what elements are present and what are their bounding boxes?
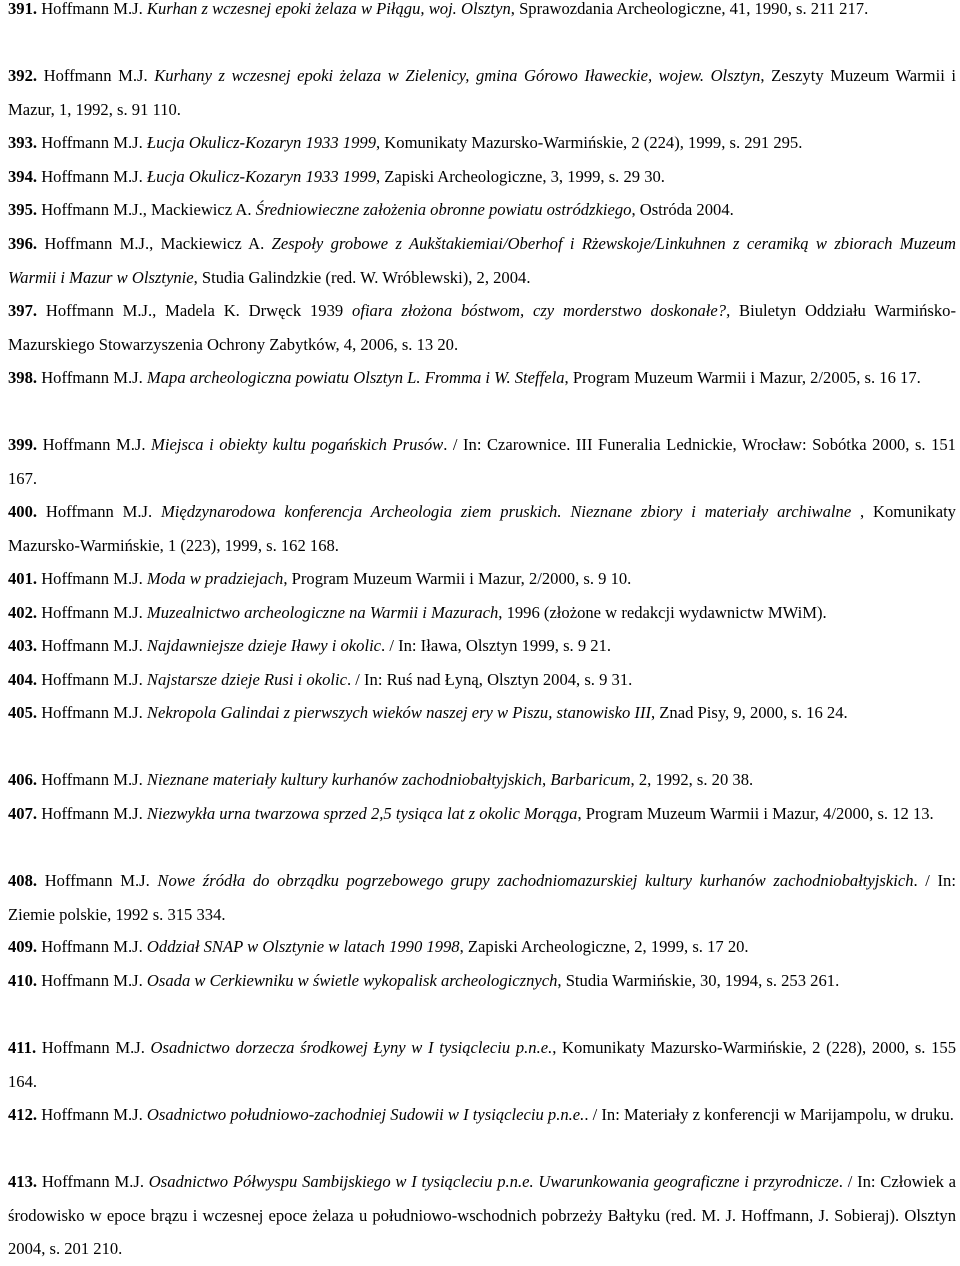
- entry-title: ofiara złożona bóstwom, czy morderstwo doskonałe?: [352, 301, 727, 320]
- entry-number: 392.: [8, 66, 38, 85]
- entry-author: Hoffmann M.J.: [41, 1105, 147, 1124]
- bibliography-entry: [8, 663, 956, 697]
- bibliography-entry: [8, 1165, 956, 1266]
- entry-author: Hoffmann M.J.: [41, 569, 147, 588]
- entry-details: , Biuletyn Oddziału Warmińsko-Mazurskiego Stowarzyszenia Ochrony Zabytków, 4, 2006, s. 13 20.: [8, 301, 956, 354]
- entry-details: . / In: Człowiek a środowisko w epoce brązu i wczesnej epoce żelaza u południowo-wschodnich pobrzeży Bałtyku (red. M. J. Hoffmann, J. Sobieraj). Olsztyn 2004, s. 201 210.: [8, 1172, 957, 1258]
- entry-details: , Znad Pisy, 9, 2000, s. 16 24.: [651, 703, 848, 722]
- bibliography-entry: [8, 763, 956, 797]
- entry-details: , Zeszyty Muzeum Warmii i Mazur, 1, 1992, s. 91 110.: [8, 66, 956, 119]
- entry-title: Zespoły grobowe z Aukštakiemiai/Oberhof i Rżewskoje/Linkuhnen z ceramiką w zbiorach Muzeum Warmii i Mazur w Olsztynie: [8, 234, 957, 287]
- bibliography-entry: [8, 797, 956, 831]
- bibliography-entry: [8, 0, 956, 26]
- entry-number: 402.: [8, 603, 38, 622]
- entry-details: , Studia Galindzkie (red. W. Wróblewski), 2, 2004.: [193, 267, 531, 287]
- entry-details: , 1996 (złożone w redakcji wydawnictw MWiM).: [498, 603, 827, 622]
- bibliography-entry: [8, 629, 956, 663]
- entry-number: 406.: [8, 770, 38, 789]
- entry-details: , Zapiski Archeologiczne, 2, 1999, s. 17 20.: [459, 937, 749, 956]
- entry-author: Hoffmann M.J.: [41, 804, 147, 823]
- entry-number: 395.: [8, 200, 38, 219]
- entry-author: Hoffmann M.J.: [41, 133, 147, 152]
- entry-details: ,: [542, 770, 551, 789]
- entry-number: 398.: [8, 368, 38, 387]
- entry-title: Niezwykła urna twarzowa sprzed 2,5 tysiąca lat z okolic Morąga: [146, 804, 578, 823]
- bibliography-entry: [8, 227, 956, 294]
- entry-number: 408.: [8, 871, 38, 890]
- entry-author: Hoffmann M.J.: [41, 770, 147, 789]
- entry-title: Moda w pradziejach: [146, 569, 284, 588]
- bibliography-entry: [8, 126, 956, 160]
- entry-number: 411.: [8, 1038, 37, 1057]
- entry-number: 394.: [8, 167, 38, 186]
- entry-author: Hoffmann M.J.: [43, 66, 155, 85]
- entry-title: Najstarsze dzieje Rusi i okolic: [146, 670, 347, 689]
- entry-title: Osadnictwo południowo-zachodniej Sudowii w I tysiącleciu p.n.e.: [146, 1105, 585, 1124]
- entry-title: Oddział SNAP w Olsztynie w latach 1990 1998: [146, 937, 460, 956]
- entry-author: Hoffmann M.J.: [41, 1172, 149, 1191]
- bibliography-entry: [8, 428, 956, 495]
- entry-number: 405.: [8, 703, 38, 722]
- entry-number: 403.: [8, 636, 38, 655]
- entry-title: Nowe źródła do obrządku pogrzebowego grupy zachodniomazurskiej kultury kurhanów zachodniobałtyjskich: [157, 871, 914, 890]
- entry-number: 404.: [8, 670, 38, 689]
- bibliography-entry: [8, 59, 956, 126]
- bibliography-entry: [8, 864, 956, 931]
- entry-number: 397.: [8, 301, 38, 320]
- entry-title: Muzealnictwo archeologiczne na Warmii i Mazurach: [146, 603, 499, 622]
- entry-number: 407.: [8, 804, 38, 823]
- entry-title: Mapa archeologiczna powiatu Olsztyn L. Fromma i W. Steffela: [146, 368, 565, 387]
- entry-title: Osadnictwo Półwyspu Sambijskiego w I tysiącleciu p.n.e. Uwarunkowania geograficzne i przyrodnicze: [148, 1172, 839, 1191]
- entry-details: , Komunikaty Mazursko-Warmińskie, 2 (224), 1999, s. 291 295.: [376, 133, 803, 152]
- entry-number: 393.: [8, 133, 38, 152]
- bibliography-entry: [8, 361, 956, 395]
- entry-title: Kurhan z wczesnej epoki żelaza w Piłągu, woj. Olsztyn: [146, 0, 511, 18]
- bibliography-entry: [8, 495, 956, 562]
- entry-number: 391.: [8, 0, 38, 18]
- entry-details: , Program Muzeum Warmii i Mazur, 4/2000, s. 12 13.: [577, 804, 934, 823]
- entry-details: . / In: Iława, Olsztyn 1999, s. 9 21.: [381, 636, 612, 655]
- entry-author: Hoffmann M.J.: [41, 703, 147, 722]
- entry-details: , Sprawozdania Archeologiczne, 41, 1990, s. 211 217.: [510, 0, 869, 18]
- entry-number: 401.: [8, 569, 38, 588]
- entry-details: , Komunikaty Mazursko-Warmińskie, 2 (228), 2000, s. 155 164.: [8, 1038, 957, 1091]
- entry-author: Hoffmann M.J., Mackiewicz A.: [41, 200, 256, 219]
- entry-author: Hoffmann M.J.: [41, 971, 147, 990]
- entry-title: Łucja Okulicz-Kozaryn 1933 1999: [146, 133, 376, 152]
- bibliography-entry: [8, 1031, 956, 1098]
- entry-details: , Ostróda 2004.: [631, 200, 734, 219]
- bibliography-entry: [8, 930, 956, 964]
- entry-author: Hoffmann M.J.: [41, 670, 147, 689]
- entry-author: Hoffmann M.J.: [41, 603, 147, 622]
- bibliography-entry: [8, 294, 956, 361]
- entry-details: , Zapiski Archeologiczne, 3, 1999, s. 29 30.: [376, 167, 665, 186]
- bibliography-entry: [8, 562, 956, 596]
- entry-author: Hoffmann M.J.: [41, 0, 147, 18]
- entry-title: Najdawniejsze dzieje Iławy i okolic: [146, 636, 382, 655]
- entry-number: 400.: [8, 502, 38, 521]
- entry-title: Średniowieczne założenia obronne powiatu ostródzkiego: [255, 200, 632, 219]
- entry-number: 412.: [8, 1105, 38, 1124]
- bibliography-entry: [8, 1098, 956, 1132]
- entry-title: Kurhany z wczesnej epoki żelaza w Zielenicy, gmina Górowo Iławeckie, wojew. Olsztyn: [154, 66, 761, 85]
- entry-author: Hoffmann M.J.: [42, 435, 152, 454]
- entry-details: . / In: Ziemie polskie, 1992 s. 315 334.: [8, 871, 956, 924]
- entry-number: 396.: [8, 234, 38, 253]
- bibliography-entry: [8, 964, 956, 998]
- entry-title: Międzynarodowa konferencja Archeologia ziem pruskich. Nieznane zbiory i materiały archiwalne: [160, 502, 861, 521]
- entry-details: , Program Muzeum Warmii i Mazur, 2/2005, s. 16 17.: [564, 368, 921, 387]
- entry-details: , Studia Warmińskie, 30, 1994, s. 253 261.: [557, 971, 840, 990]
- entry-author: Hoffmann M.J.: [41, 167, 147, 186]
- entry-author: Hoffmann M.J., Mackiewicz A.: [44, 234, 272, 253]
- entry-number: 409.: [8, 937, 38, 956]
- entry-details: . / In: Materiały z konferencji w Marijampolu, w druku.: [584, 1105, 954, 1124]
- entry-title: Łucja Okulicz-Kozaryn 1933 1999: [146, 167, 376, 186]
- entry-details: , Komunikaty Mazursko-Warmińskie, 1 (223), 1999, s. 162 168.: [8, 502, 956, 555]
- entry-author: Hoffmann M.J.: [44, 871, 158, 890]
- entry-details: . / In: Czarownice. III Funeralia Lednickie, Wrocław: Sobótka 2000, s. 151 167.: [8, 435, 956, 488]
- entry-title: Osadnictwo dorzecza środkowej Łyny w I tysiącleciu p.n.e.: [150, 1038, 553, 1057]
- entry-details: Drwęck 1939: [248, 301, 353, 320]
- bibliography-entry: [8, 160, 956, 194]
- entry-details: , Program Muzeum Warmii i Mazur, 2/2000, s. 9 10.: [283, 569, 632, 588]
- entry-number: 410.: [8, 971, 38, 990]
- entry-author: Hoffmann M.J.: [41, 368, 147, 387]
- entry-author: Hoffmann M.J.: [41, 1038, 151, 1057]
- entry-number: 413.: [8, 1172, 38, 1191]
- entry-details: . / In: Ruś nad Łyną, Olsztyn 2004, s. 9 31.: [346, 670, 633, 689]
- entry-details: , 2, 1992, s. 20 38.: [630, 770, 754, 789]
- bibliography-entry: [8, 696, 956, 730]
- entry-author: Hoffmann M.J.: [41, 636, 147, 655]
- entry-title: Nieznane materiały kultury kurhanów zachodniobałtyjskich: [146, 770, 543, 789]
- bibliography-entry: [8, 596, 956, 630]
- entry-title: Nekropola Galindai z pierwszych wieków naszej ery w Piszu, stanowisko III: [146, 703, 651, 722]
- entry-number: 399.: [8, 435, 38, 454]
- entry-title: Barbaricum: [550, 770, 631, 789]
- bibliography-entry: [8, 193, 956, 227]
- entry-title: Osada w Cerkiewniku w świetle wykopalisk archeologicznych: [146, 971, 558, 990]
- entry-author: Hoffmann M.J.: [41, 937, 147, 956]
- entry-title: Miejsca i obiekty kultu pogańskich Prusów: [151, 435, 444, 454]
- entry-author: Hoffmann M.J.: [45, 502, 161, 521]
- entry-author: Hoffmann M.J., Madela K.: [45, 301, 249, 320]
